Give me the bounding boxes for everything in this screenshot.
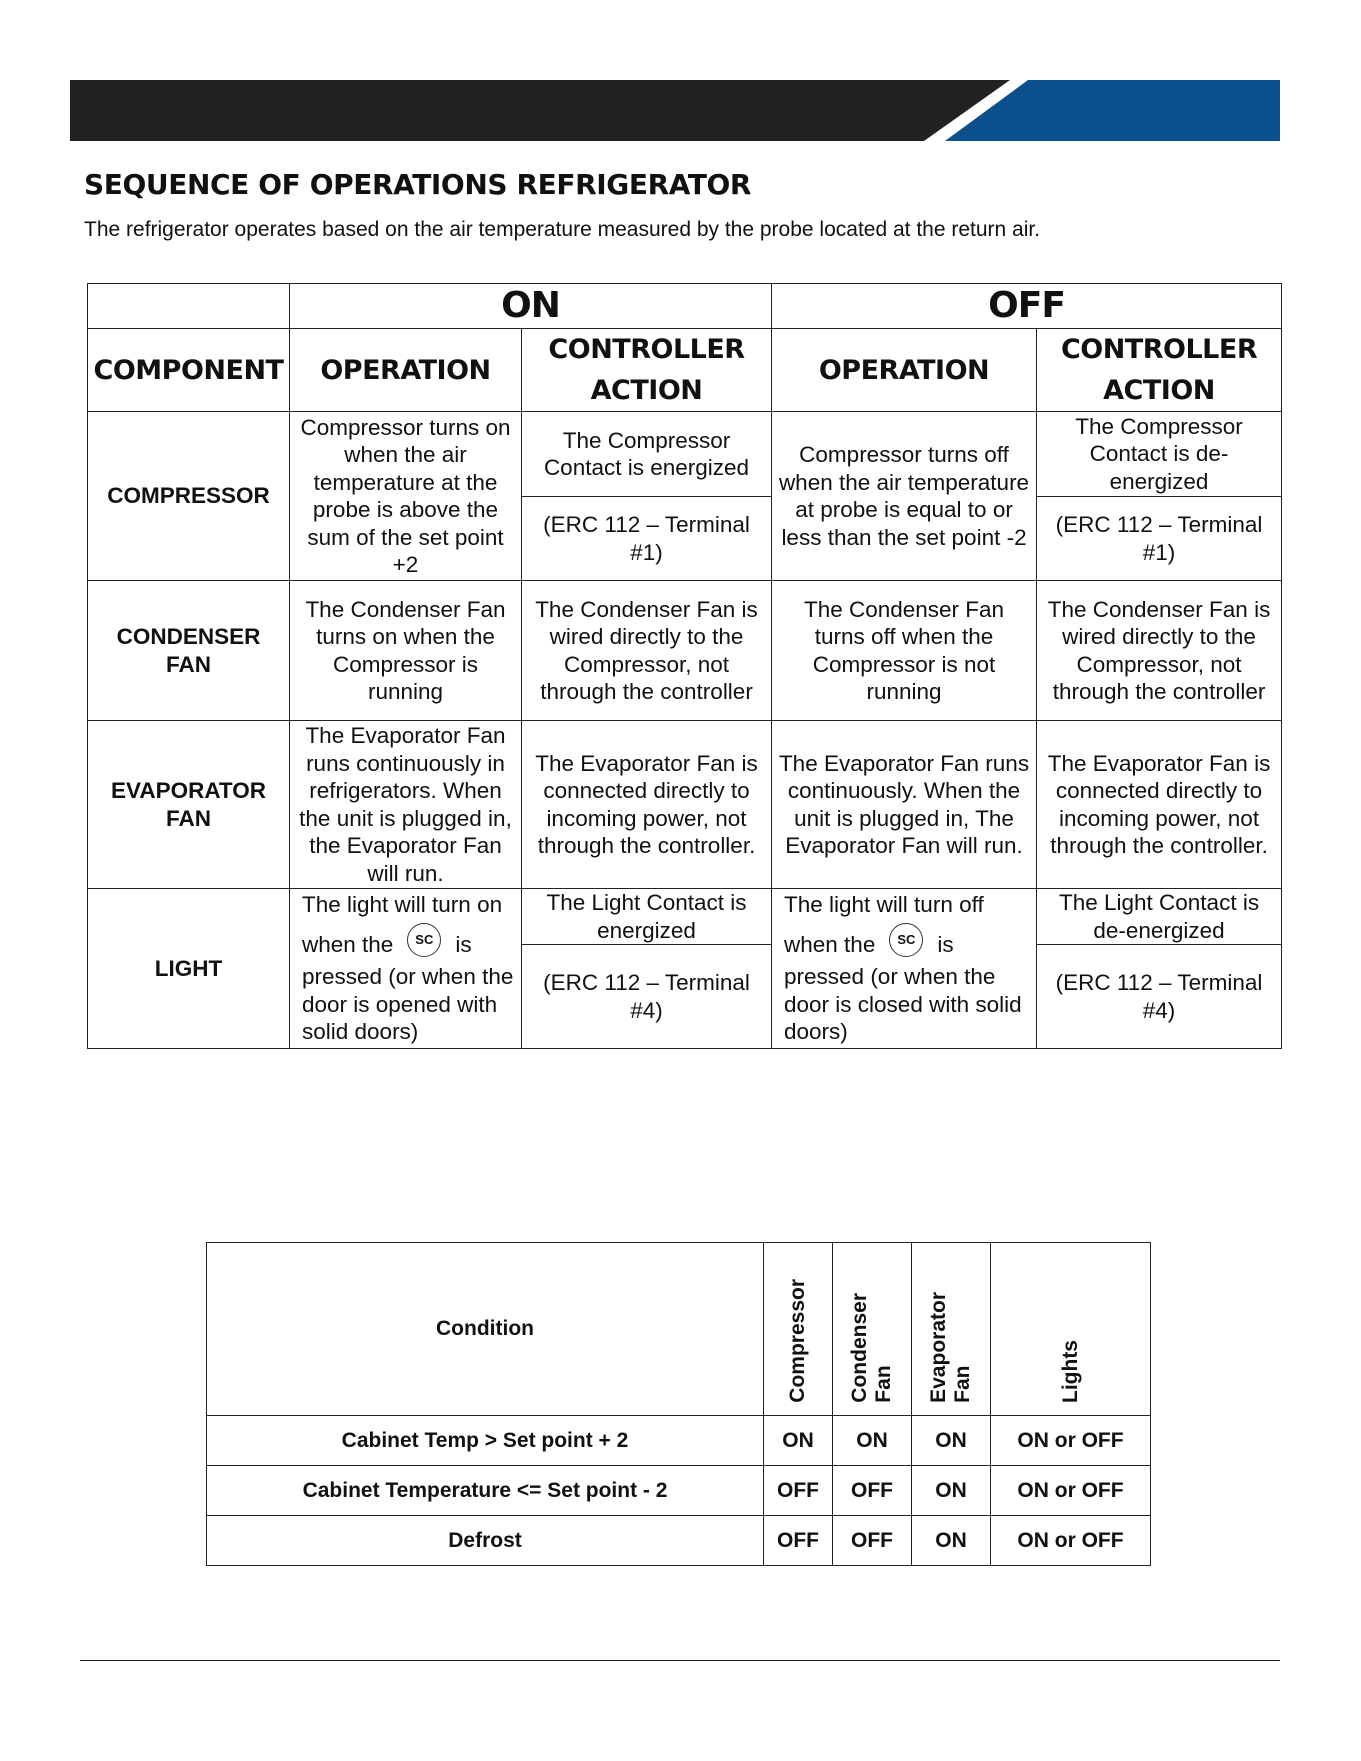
- condenser-on-operation: The Condenser Fan turns on when the Compressor is running: [290, 581, 522, 721]
- evaporator-cell: ON: [912, 1466, 991, 1516]
- evaporator-on-action: The Evaporator Fan is connected directly to incoming power, not through the controller.: [522, 721, 772, 889]
- table-row: [207, 1416, 1151, 1466]
- compressor-on-operation: Compressor turns on when the air temperature at the probe is above the sum of the set point +2: [290, 412, 522, 581]
- light-on-op-rest: pressed (or when the door is opened with solid doors): [302, 964, 514, 1045]
- on-operation-header: OPERATION: [290, 329, 522, 412]
- lights-cell: ON or OFF: [991, 1516, 1151, 1566]
- condenser-col-header: Condenser Fan: [833, 1243, 912, 1416]
- footer-rule: [80, 1660, 1280, 1661]
- compressor-off-terminal: (ERC 112 – Terminal #1): [1037, 497, 1282, 581]
- condenser-off-operation: The Condenser Fan turns off when the Compressor is not running: [772, 581, 1037, 721]
- light-on-op-is: is: [455, 931, 472, 957]
- compressor-cell: OFF: [764, 1466, 833, 1516]
- group-off-header: OFF: [772, 284, 1282, 329]
- light-off-op-line1: The light will turn off: [784, 892, 984, 918]
- page-title: SEQUENCE OF OPERATIONS REFRIGERATOR: [84, 168, 752, 201]
- light-on-terminal: (ERC 112 – Terminal #4): [522, 945, 772, 1049]
- table-row: [207, 1516, 1151, 1566]
- condenser-off-action: The Condenser Fan is wired directly to the Compressor, not through the controller: [1037, 581, 1282, 721]
- sc-button-icon: SC: [407, 923, 441, 957]
- lights-cell: ON or OFF: [991, 1416, 1151, 1466]
- operations-table: [87, 283, 1282, 1049]
- table-row: [207, 1466, 1151, 1516]
- header-band: [70, 80, 1280, 141]
- light-off-action: The Light Contact is de-energized: [1037, 889, 1282, 945]
- compressor-off-operation: Compressor turns off when the air temperature at probe is equal to or less than the set point -2: [772, 412, 1037, 581]
- condenser-cell: OFF: [833, 1466, 912, 1516]
- condition-cell: Cabinet Temperature <= Set point - 2: [207, 1466, 764, 1516]
- compressor-col-header: Compressor: [764, 1243, 833, 1416]
- light-off-terminal: (ERC 112 – Terminal #4): [1037, 945, 1282, 1049]
- evaporator-col-header: Evaporator Fan: [912, 1243, 991, 1416]
- on-controller-action-header: CONTROLLER ACTION: [522, 329, 772, 412]
- light-on-op-line1: The light will turn on: [302, 892, 503, 918]
- evaporator-off-action: The Evaporator Fan is connected directly to incoming power, not through the controller.: [1037, 721, 1282, 889]
- compressor-cell: OFF: [764, 1516, 833, 1566]
- compressor-label: COMPRESSOR: [88, 412, 290, 581]
- light-off-op-is: is: [937, 931, 954, 957]
- blank-header-cell: [88, 284, 290, 329]
- page-subtitle: The refrigerator operates based on the air temperature measured by the probe located at the return air.: [84, 218, 1041, 241]
- condition-cell: Defrost: [207, 1516, 764, 1566]
- light-off-op-rest: pressed (or when the door is closed with solid doors): [784, 964, 1022, 1045]
- light-label: LIGHT: [88, 889, 290, 1049]
- condition-cell: Cabinet Temp > Set point + 2: [207, 1416, 764, 1466]
- component-header: COMPONENT: [88, 329, 290, 412]
- condenser-cell: OFF: [833, 1516, 912, 1566]
- condenser-cell: ON: [833, 1416, 912, 1466]
- light-off-operation: [772, 889, 1037, 1049]
- compressor-cell: ON: [764, 1416, 833, 1466]
- compressor-on-terminal: (ERC 112 – Terminal #1): [522, 497, 772, 581]
- group-on-header: ON: [290, 284, 772, 329]
- light-on-op-when: when the: [302, 931, 394, 957]
- off-controller-action-header: CONTROLLER ACTION: [1037, 329, 1282, 412]
- evaporator-cell: ON: [912, 1516, 991, 1566]
- condition-table: [206, 1242, 1151, 1566]
- light-on-operation: [290, 889, 522, 1049]
- lights-col-header: Lights: [991, 1243, 1151, 1416]
- condenser-on-action: The Condenser Fan is wired directly to the Compressor, not through the controller: [522, 581, 772, 721]
- lights-cell: ON or OFF: [991, 1466, 1151, 1516]
- evaporator-off-operation: The Evaporator Fan runs continuously. When the unit is plugged in, The Evaporator Fan will run.: [772, 721, 1037, 889]
- condenser-label: CONDENSER FAN: [88, 581, 290, 721]
- compressor-on-action: The Compressor Contact is energized: [522, 412, 772, 497]
- light-on-action: The Light Contact is energized: [522, 889, 772, 945]
- sc-button-icon: SC: [889, 923, 923, 957]
- compressor-off-action: The Compressor Contact is de-energized: [1037, 412, 1282, 497]
- evaporator-label: EVAPORATOR FAN: [88, 721, 290, 889]
- evaporator-cell: ON: [912, 1416, 991, 1466]
- header-band-dark: [70, 80, 1010, 141]
- evaporator-on-operation: The Evaporator Fan runs continuously in refrigerators. When the unit is plugged in, the Evaporator Fan will run.: [290, 721, 522, 889]
- light-off-op-when: when the: [784, 931, 876, 957]
- condition-header: Condition: [207, 1243, 764, 1416]
- off-operation-header: OPERATION: [772, 329, 1037, 412]
